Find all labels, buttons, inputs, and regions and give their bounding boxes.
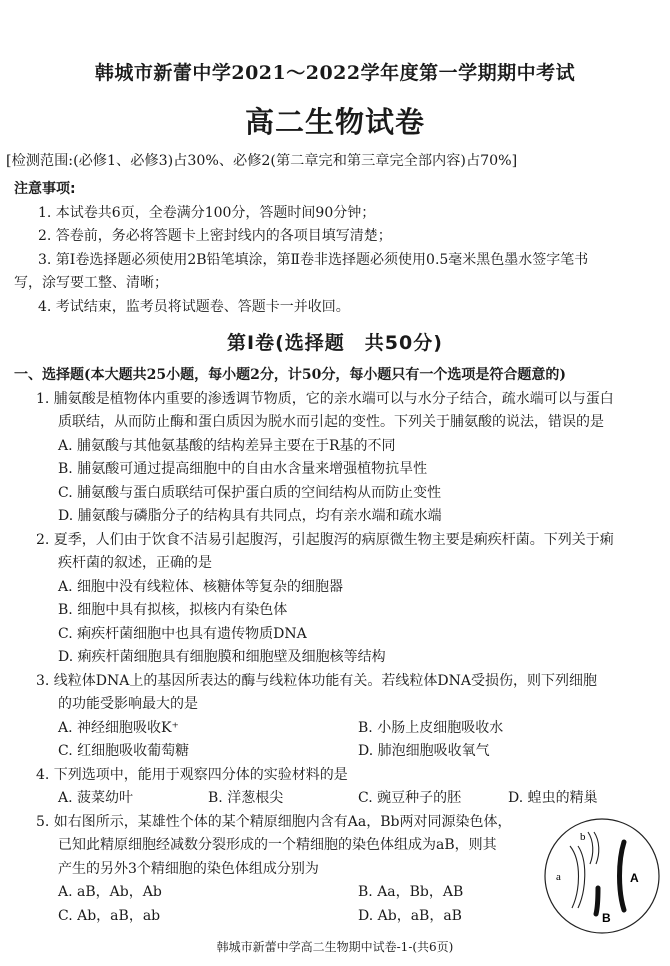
question-5-option-d: D. Ab，aB，aB xyxy=(358,907,462,924)
question-1-option-b: B. 脯氨酸可通过提高细胞中的自由水含量来增强植物抗旱性 xyxy=(58,461,428,477)
question-4-option-d: D. 蝗虫的精巢 xyxy=(508,790,598,806)
question-5-option-c: C. Ab，aB，ab xyxy=(58,907,161,924)
question-2-option-c: C. 痢疾杆菌细胞中也具有遗传物质DNA xyxy=(58,625,307,642)
question-1-option-a: A. 脯氨酸与其他氨基酸的结构差异主要在于R基的不同 xyxy=(58,437,396,454)
question-1-stem: 1. 脯氨酸是植物体内重要的渗透调节物质，它的亲水端可以与水分子结合，疏水端可以与蛋白 xyxy=(36,390,614,407)
chromosome-A xyxy=(620,842,625,910)
label-A: A xyxy=(630,871,639,885)
section-heading: 一、选择题(本大题共25小题，每小题2分，计50分，每小题只有一个选项是符合题意的) xyxy=(14,367,566,383)
question-2-option-d: D. 痢疾杆菌细胞具有细胞膜和细胞壁及细胞核等结构 xyxy=(58,649,386,665)
question-2-option-a: A. 细胞中没有线粒体、核糖体等复杂的细胞器 xyxy=(58,578,344,595)
label-B: B xyxy=(602,911,611,925)
question-5-option-a: A. aB，Ab，Ab xyxy=(58,884,162,900)
question-1-option-d: D. 脯氨酸与磷脂分子的结构具有共同点，均有亲水端和疏水端 xyxy=(58,508,442,524)
question-1-stem-cont: 质联结，从而防止酶和蛋白质因为脱水而引起的变性。下列关于脯氨酸的说法，错误的是 xyxy=(58,414,604,430)
exam-scope: [检测范围:(必修1、必修3)占30%、必修2(第二章完和第三章完全部内容)占70%] xyxy=(6,153,518,169)
question-3-options-row1 xyxy=(14,717,656,741)
question-4-stem: 4. 下列选项中，能用于观察四分体的实验材料的是 xyxy=(36,766,348,783)
note-item: 1. 本试卷共6页，全卷满分100分，答题时间90分钟； xyxy=(38,204,376,221)
question-4-option-a: A. 菠菜幼叶 xyxy=(58,790,134,806)
chromosome-b-sister xyxy=(594,832,599,864)
question-4-options-row xyxy=(14,787,656,811)
question-3-option-a: A. 神经细胞吸收K⁺ xyxy=(58,719,179,736)
question-5-stem: 5. 如右图所示，某雄性个体的某个精原细胞内含有Aa，Bb两对同源染色体， xyxy=(36,813,512,830)
question-3-stem: 3. 线粒体DNA上的基因所表达的酶与线粒体功能有关。若线粒体DNA受损伤，则下列细胞 xyxy=(36,672,597,689)
question-2-stem: 2. 夏季，人们由于饮食不洁易引起腹泻，引起腹泻的病原微生物主要是痢疾杆菌。下列关于痢 xyxy=(36,531,614,548)
question-3-option-b: B. 小肠上皮细胞吸收水 xyxy=(358,719,504,736)
chromosome-a xyxy=(570,846,579,908)
question-1-option-c: C. 脯氨酸与蛋白质联结可保护蛋白质的空间结构从而防止变性 xyxy=(58,484,442,501)
question-5-stem-cont: 已知此精原细胞经减数分裂形成的一个精细胞的染色体组成为aB，则其 xyxy=(58,837,497,853)
chromosome-b xyxy=(588,832,593,864)
question-2-stem-cont: 疾杆菌的叙述，正确的是 xyxy=(58,555,212,571)
notes-section xyxy=(14,178,656,319)
chromosome-B xyxy=(596,888,598,914)
part1-title: 第Ⅰ卷(选择题 共50分) xyxy=(227,332,443,354)
label-b: b xyxy=(580,831,586,843)
school-exam-line: 韩城市新蕾中学2021～2022学年度第一学期期中考试 xyxy=(94,62,576,84)
question-2-option-b: B. 细胞中具有拟核，拟核内有染色体 xyxy=(58,602,288,618)
question-3-stem-cont: 的功能受影响最大的是 xyxy=(58,696,198,712)
question-5-option-b: B. Aa，Bb，AB xyxy=(358,884,464,900)
note-item: 2. 答卷前，务必将答题卡上密封线内的各项目填写清楚； xyxy=(38,228,392,244)
notes-title: 注意事项: xyxy=(14,181,76,197)
question-3-options-row2 xyxy=(14,740,656,764)
question-4-option-c: C. 豌豆种子的胚 xyxy=(358,790,462,806)
question-4-option-b: B. 洋葱根尖 xyxy=(208,790,284,806)
note-item: 4. 考试结束，监考员将试题卷、答题卡一并收回。 xyxy=(38,298,350,315)
note-item-continued: 写，涂写要工整、清晰； xyxy=(14,275,168,291)
question-3-option-d: D. 肺泡细胞吸收氧气 xyxy=(358,743,490,759)
page-footer: 韩城市新蕾中学高二生物期中试卷-1-(共6页) xyxy=(216,940,454,954)
chromosome-cell-figure xyxy=(542,816,662,936)
label-a: a xyxy=(556,871,561,883)
question-3-option-c: C. 红细胞吸收葡萄糖 xyxy=(58,743,190,759)
subject-title: 高二生物试卷 xyxy=(244,105,425,139)
note-item: 3. 第Ⅰ卷选择题必须使用2B铅笔填涂，第Ⅱ卷非选择题必须使用0.5毫米黑色墨水签字笔书 xyxy=(38,251,589,268)
question-5-stem-cont2: 产生的另外3个精细胞的染色体组成分别为 xyxy=(58,860,319,877)
